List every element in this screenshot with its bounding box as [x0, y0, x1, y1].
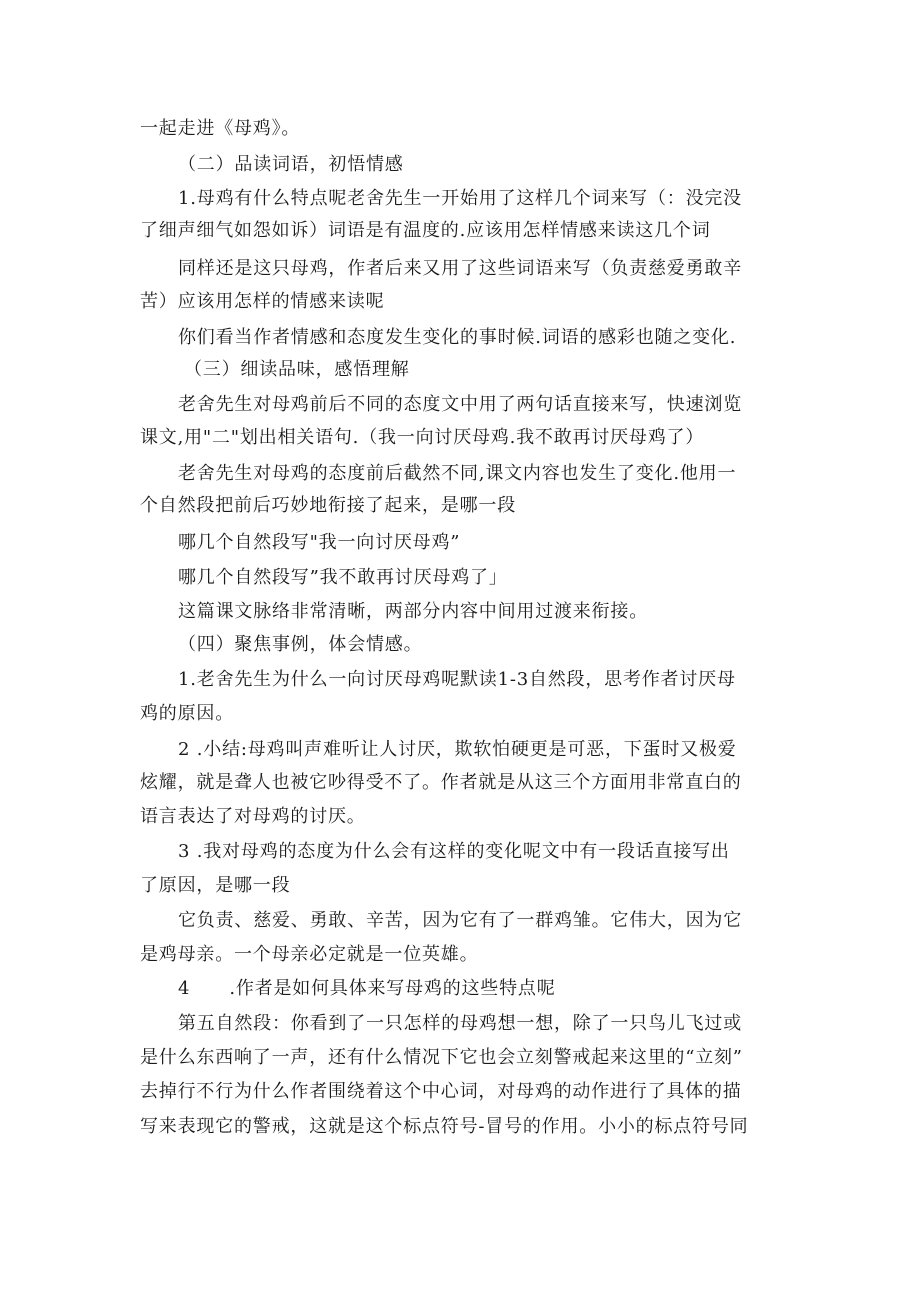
text-line: 哪几个自然段写"我一向讨厌母鸡” — [178, 532, 461, 553]
text-line: 你们看当作者情感和态度发生变化的事时候.词语的感彩也随之变化. — [178, 327, 737, 348]
text-line: 老舍先生对母鸡前后不同的态度文中用了两句话直接来写，快速浏览 — [178, 394, 742, 415]
text-line: 是什么东西响了一声，还有什么情况下它也会立刻警戒起来这里的“立刻” — [140, 1047, 743, 1068]
text-line: 1.老舍先生为什么一向讨厌母鸡呢默读1-3自然段，思考作者讨厌母 — [178, 669, 736, 690]
text-line: 了细声细气如怨如诉）词语是有温度的.应该用怎样情感来读这几个词 — [140, 220, 711, 241]
section-heading: （二）品读词语，初悟情感 — [178, 154, 404, 175]
text-line: 老舍先生对母鸡的态度前后截然不同,课文内容也发生了变化.他用一 — [178, 463, 737, 484]
text-line: 这篇课文脉络非常清晰，两部分内容中间用过渡来衔接。 — [178, 601, 648, 622]
text-line: 是鸡母亲。一个母亲必定就是一位英雄。 — [140, 944, 479, 965]
text-line: 语言表达了对母鸡的讨厌。 — [140, 806, 366, 827]
text-line: 哪几个自然段写”我不敢再讨厌母鸡了」 — [178, 567, 508, 588]
text-line: 一起走进《母鸡》。 — [140, 118, 301, 139]
text-line: 它负责、慈爱、勇敢、辛苦，因为它有了一群鸡雏。它伟大，因为它 — [178, 910, 742, 931]
text-line: 课文,用"二"划出相关语句.（我一向讨厌母鸡.我不敢再讨厌母鸡了） — [140, 427, 705, 448]
text-line: 苦）应该用怎样的情感来读呢 — [140, 291, 385, 312]
text-line: 去掉行不行为什么作者围绕着这个中心词，对母鸡的动作进行了具体的描 — [140, 1081, 742, 1102]
text-line: 2 .小结:母鸡叫声难听让人讨厌，欺软怕硬更是可恶，下蛋时又极爱 — [178, 739, 737, 760]
text-line: 了原因，是哪一段 — [140, 875, 291, 896]
text-line: 3 .我对母鸡的态度为什么会有这样的变化呢文中有一段话直接写出 — [178, 841, 730, 862]
section-heading: （三）细读品味，感悟理解 — [184, 359, 410, 380]
text-line: 1.母鸡有什么特点呢老舍先生一开始用了这样几个词来写（：没完没 — [178, 188, 742, 209]
section-heading: （四）聚焦事例，体会情感。 — [178, 634, 423, 655]
text-line: 4 .作者是如何具体来写母鸡的这些特点呢 — [178, 978, 556, 999]
text-line: 写来表现它的警戒，这就是这个标点符号-冒号的作用。小小的标点符号同 — [140, 1116, 749, 1137]
text-line: 鸡的原因。 — [140, 703, 234, 724]
text-line: 同样还是这只母鸡，作者后来又用了这些词语来写（负责慈爱勇敢辛 — [178, 258, 742, 279]
text-line: 炫耀，就是聋人也被它吵得受不了。作者就是从这三个方面用非常直白的 — [140, 772, 742, 793]
text-line: 第五自然段：你看到了一只怎样的母鸡想一想，除了一只鸟儿飞过或 — [178, 1013, 742, 1034]
text-line: 个自然段把前后巧妙地衔接了起来，是哪一段 — [140, 495, 516, 516]
